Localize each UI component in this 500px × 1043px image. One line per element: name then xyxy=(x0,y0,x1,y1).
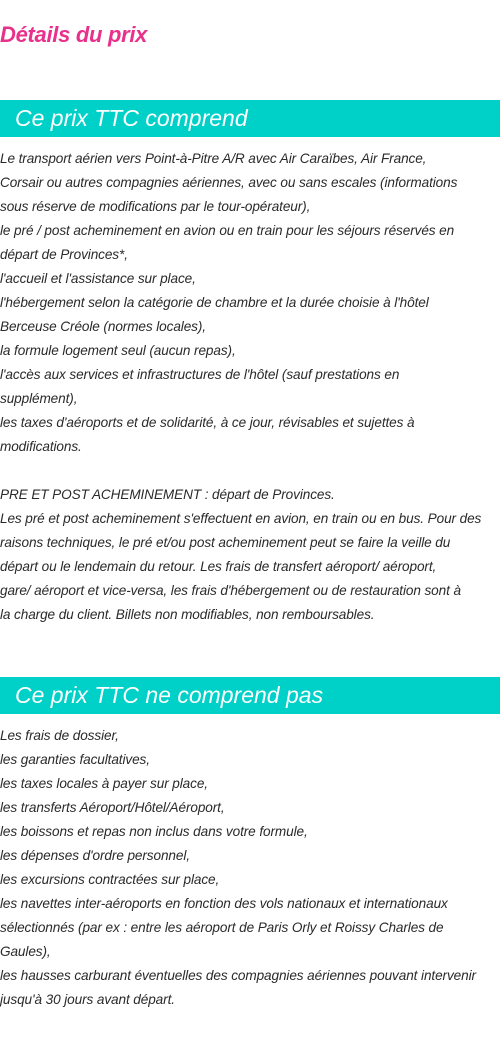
included-line: Berceuse Créole (normes locales), xyxy=(0,319,206,334)
included-line: l'hébergement selon la catégorie de chambre et la durée choisie à l'hôtel xyxy=(0,295,429,310)
excluded-line: jusqu'à 30 jours avant départ. xyxy=(0,992,175,1007)
transfer-line: raisons techniques, le pré et/ou post acheminement peut se faire la veille du xyxy=(0,535,451,550)
included-line: Le transport aérien vers Point-à-Pitre A/R avec Air Caraïbes, Air France, xyxy=(0,151,427,166)
included-line: les taxes d'aéroports et de solidarité, à ce jour, révisables et sujettes à xyxy=(0,415,415,430)
included-line: l'accueil et l'assistance sur place, xyxy=(0,271,196,286)
included-line: départ de Provinces*, xyxy=(0,247,128,262)
included-heading: Ce prix TTC comprend xyxy=(0,100,500,137)
excluded-line: Les frais de dossier, xyxy=(0,728,119,743)
included-line: sous réserve de modifications par le tour-opérateur), xyxy=(0,199,311,214)
excluded-list xyxy=(0,724,500,1012)
excluded-line: les hausses carburant éventuelles des compagnies aériennes pouvant intervenir xyxy=(0,968,476,983)
excluded-line: sélectionnés (par ex : entre les aéroport de Paris Orly et Roissy Charles de xyxy=(0,920,444,935)
excluded-line: les boissons et repas non inclus dans votre formule, xyxy=(0,824,308,839)
excluded-line: Gaules), xyxy=(0,944,51,959)
excluded-line: les excursions contractées sur place, xyxy=(0,872,220,887)
excluded-line: les garanties facultatives, xyxy=(0,752,150,767)
excluded-line: les dépenses d'ordre personnel, xyxy=(0,848,190,863)
transfer-line: gare/ aéroport et vice-versa, les frais d'hébergement ou de restauration sont à xyxy=(0,583,461,598)
included-line: l'accès aux services et infrastructures de l'hôtel (sauf prestations en xyxy=(0,367,400,382)
included-line: supplément), xyxy=(0,391,78,406)
included-line: Corsair ou autres compagnies aériennes, avec ou sans escales (informations xyxy=(0,175,458,190)
transfer-notice xyxy=(0,483,500,627)
included-line: le pré / post acheminement en avion ou en train pour les séjours réservés en xyxy=(0,223,455,238)
included-line: la formule logement seul (aucun repas), xyxy=(0,343,236,358)
transfer-line: la charge du client. Billets non modifiables, non remboursables. xyxy=(0,607,375,622)
included-line: modifications. xyxy=(0,439,82,454)
excluded-line: les navettes inter-aéroports en fonction des vols nationaux et internationaux xyxy=(0,896,448,911)
excluded-line: les taxes locales à payer sur place, xyxy=(0,776,208,791)
transfer-line: PRE ET POST ACHEMINEMENT : départ de Provinces. xyxy=(0,487,335,502)
excluded-line: les transferts Aéroport/Hôtel/Aéroport, xyxy=(0,800,225,815)
excluded-heading: Ce prix TTC ne comprend pas xyxy=(0,677,500,714)
page-title: Détails du prix xyxy=(0,22,148,47)
transfer-line: départ ou le lendemain du retour. Les frais de transfert aéroport/ aéroport, xyxy=(0,559,437,574)
transfer-line: Les pré et post acheminement s'effectuent en avion, en train ou en bus. Pour des xyxy=(0,511,482,526)
included-list xyxy=(0,147,500,459)
